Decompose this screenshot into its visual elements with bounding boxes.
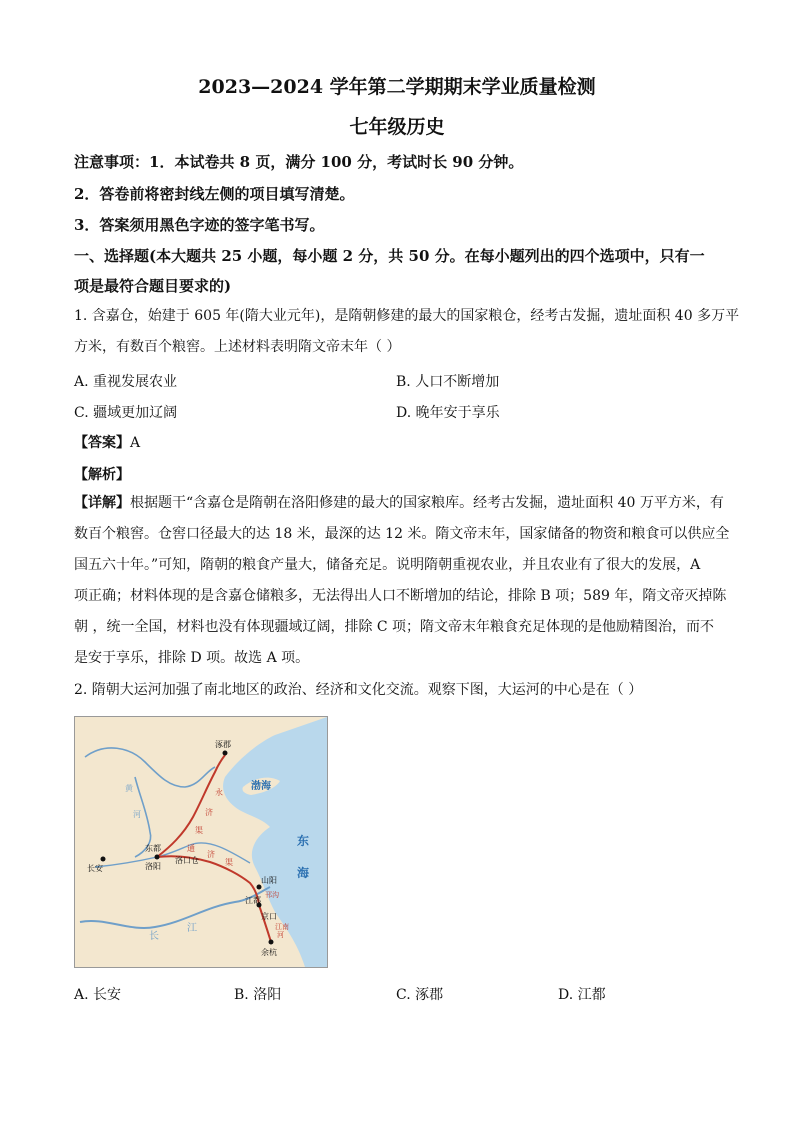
map-label-tongji-1: 通	[187, 844, 195, 853]
page-subtitle: 七年级历史	[349, 116, 445, 138]
notes-line-3: 3．答案须用黑色字迹的签字笔书写。	[74, 216, 325, 234]
map-label-jiangnan-1: 江南	[275, 923, 289, 931]
map-label-jingkou: 京口	[261, 912, 277, 921]
q2-option-d: D. 江都	[558, 987, 606, 1003]
city-dot-luoyang	[155, 855, 160, 860]
map-label-jiangnan-2: 河	[277, 931, 284, 939]
map-label-changjiang-2: 江	[187, 923, 197, 934]
q1-stem-line-1: 1. 含嘉仓，始建于 605 年(隋大业元年)，是隋朝修建的最大的国家粮仓，经考古发掘，遗址面积 40 多万平	[74, 308, 740, 324]
map-label-dongdu: 东都	[145, 844, 161, 853]
answer-tag: 【答案】	[74, 435, 130, 451]
map-label-luokoucang: 洛口仓	[175, 856, 199, 865]
map-label-yuhang: 余杭	[261, 948, 277, 957]
map-label-yongji-2: 济	[205, 808, 213, 817]
q1-analysis-tag: 【解析】	[74, 467, 130, 483]
detail-text-1: 根据题干“含嘉仓是隋朝在洛阳修建的最大的国家粮库。经考古发掘，遗址面积 40 万平方米，有	[130, 495, 724, 511]
map-label-river-2: 河	[133, 810, 141, 819]
map-label-donghai-1: 东	[297, 834, 310, 848]
q2-option-c: C. 涿郡	[396, 987, 444, 1003]
q1-detail-line-6: 是安于享乐，排除 D 项。故选 A 项。	[74, 650, 310, 666]
map-label-donghai-2: 海	[297, 866, 310, 880]
q2-option-b: B. 洛阳	[234, 987, 282, 1003]
notes-line-2: 2．答卷前将密封线左侧的项目填写清楚。	[74, 185, 355, 203]
q1-option-d: D. 晚年安于享乐	[396, 405, 500, 421]
map-label-bohai: 渤海	[251, 781, 271, 792]
q1-option-a: A. 重视发展农业	[74, 374, 178, 390]
page-title: 2023—2024 学年第二学期期末学业质量检测	[198, 76, 596, 98]
q1-detail-line-5: 朝 ，统一全国，材料也没有体现疆域辽阔，排除 C 项；隋文帝末年粮食充足体现的是他励精图治，而不	[74, 619, 715, 635]
q1-option-c: C. 疆域更加辽阔	[74, 405, 178, 421]
detail-tag: 【详解】	[74, 495, 130, 511]
city-dot-shanyang	[257, 885, 262, 890]
map-label-zhuojun: 涿郡	[215, 740, 231, 749]
q2-option-a: A. 长安	[74, 987, 122, 1003]
map-svg	[75, 717, 327, 967]
map-label-changan: 长安	[87, 864, 103, 873]
answer-value: A	[130, 435, 141, 451]
q2-stem: 2. 隋朝大运河加强了南北地区的政治、经济和文化交流。观察下图，大运河的中心是在（ ）	[74, 682, 643, 698]
q1-detail-line-1	[74, 496, 724, 511]
q1-detail-line-4: 项正确；材料体现的是含嘉仓储粮多，无法得出人口不断增加的结论，排除 B 项；589 年，隋文帝灭掉陈	[74, 588, 727, 604]
map-label-luoyang: 洛阳	[145, 862, 161, 871]
map-label-yongji-3: 渠	[195, 826, 203, 835]
map-label-yongji-1: 永	[215, 788, 223, 797]
q1-detail-line-3: 国五六十年。”可知，隋朝的粮食产量大，储备充足。说明隋朝重视农业，并且农业有了很大的发展，A	[74, 557, 701, 573]
notes-line-1: 注意事项：1．本试卷共 8 页，满分 100 分，考试时长 90 分钟。	[74, 153, 524, 171]
city-dot-changan	[101, 857, 106, 862]
map-label-river-1: 黄	[125, 784, 133, 793]
map-label-shanyang: 山阳	[261, 876, 277, 885]
section-heading-line-1: 一、选择题(本大题共 25 小题，每小题 2 分，共 50 分。在每小题列出的四个选项中，只有一	[74, 247, 705, 265]
q1-option-b: B. 人口不断增加	[396, 374, 500, 390]
section-heading-line-2: 项是最符合题目要求的)	[74, 277, 232, 295]
q1-answer	[74, 432, 140, 452]
q1-stem-line-2: 方米，有数百个粮窖。上述材料表明隋文帝末年（ ）	[74, 339, 401, 355]
q1-detail-line-2: 数百个粮窖。仓窖口径最大的达 18 米，最深的达 12 米。隋文帝末年，国家储备的物资和粮食可以供应全	[74, 526, 730, 542]
grand-canal-map	[74, 716, 328, 968]
map-label-hangou: 邗沟	[265, 891, 279, 899]
map-label-tongji-3: 渠	[225, 858, 233, 867]
map-label-changjiang-1: 长	[149, 931, 159, 942]
map-label-jiangdu: 江都	[245, 896, 261, 905]
map-label-tongji-2: 济	[207, 850, 215, 859]
city-dot-zhuojun	[223, 751, 228, 756]
city-dot-yuhang	[269, 940, 274, 945]
